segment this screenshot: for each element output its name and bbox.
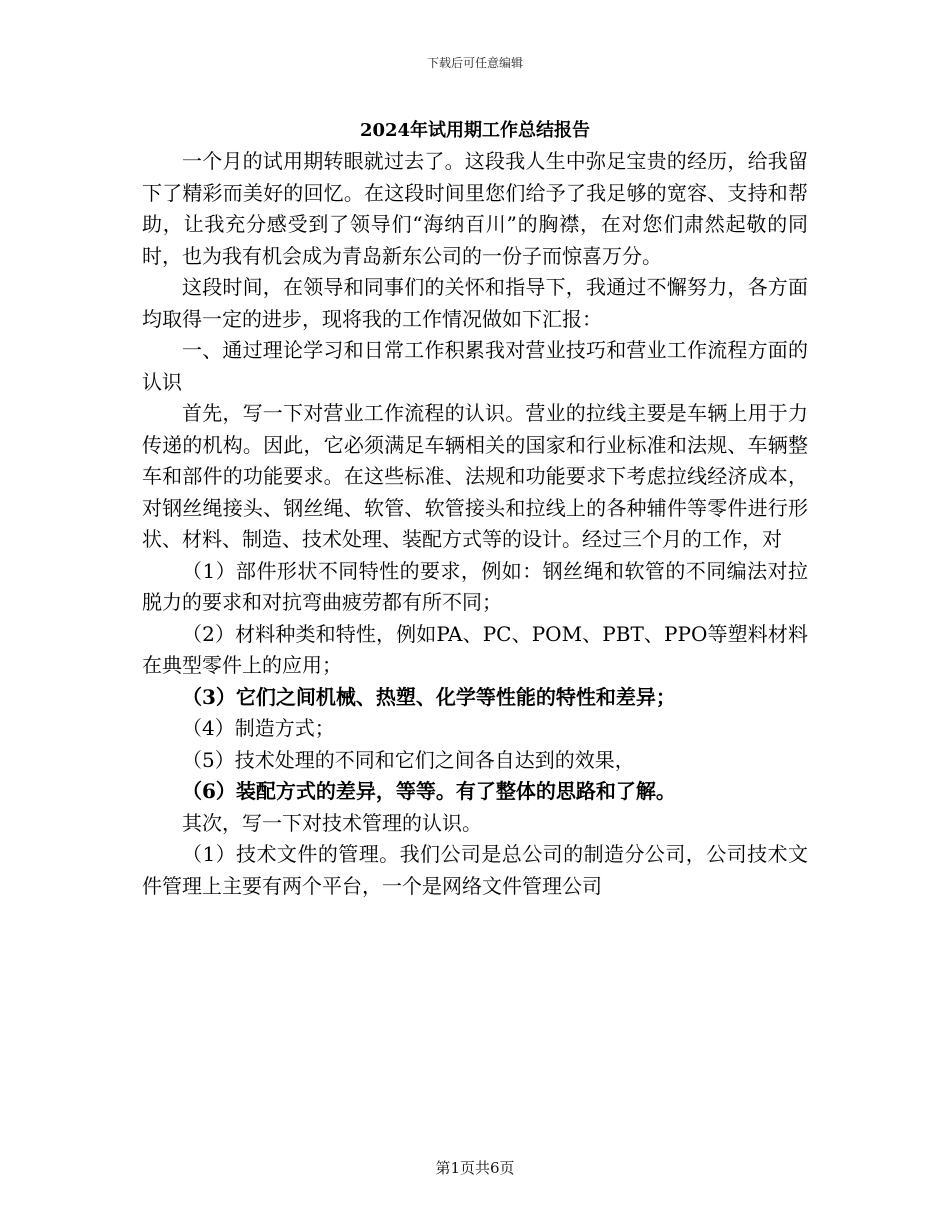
paragraph-summary: 这段时间，在领导和同事们的关怀和指导下，我通过不懈努力，各方面均取得一定的进步，现将我的工作情况做如下汇报： bbox=[142, 275, 808, 331]
document-body bbox=[142, 146, 808, 902]
list-item-2: （2）材料种类和特性，例如PA、PC、POM、PBT、PPO等塑料材料在典型零件上的应用； bbox=[142, 621, 808, 677]
page-number: 第1页共6页 bbox=[435, 1159, 515, 1177]
list-item-6: （6）装配方式的差异，等等。有了整体的思路和了解。 bbox=[182, 779, 676, 803]
paragraph-tech-files: （1）技术文件的管理。我们公司是总公司的制造分公司，公司技术文件管理上主要有两个平台，一个是网络文件管理公司 bbox=[142, 842, 808, 898]
page-header-note: 下载后可任意编辑 bbox=[426, 56, 523, 70]
paragraph-workflow: 首先，写一下对营业工作流程的认识。营业的拉线主要是车辆上用于力传递的机构。因此，它必须满足车辆相关的国家和行业标准和法规、车辆整车和部件的功能要求。在这些标准、法规和功能要求下考虑拉线经济成本，对钢丝绳接头、钢丝绳、软管、软管接头和拉线上的各种辅件等零件进行形状、材料、制造、技术处理、装配方式等的设计。经过三个月的工作，对 bbox=[142, 401, 808, 551]
list-item-5: （5）技术处理的不同和它们之间各自达到的效果， bbox=[182, 747, 635, 772]
list-item-4: （4）制造方式； bbox=[182, 716, 335, 740]
list-item-3: （3）它们之间机械、热塑、化学等性能的特性和差异； bbox=[182, 684, 676, 709]
section-heading-1: 一、通过理论学习和日常工作积累我对营业技巧和营业工作流程方面的认识 bbox=[142, 338, 808, 394]
list-item-1: （1）部件形状不同特性的要求，例如：钢丝绳和软管的不同编法对拉脱力的要求和对抗弯曲疲劳都有所不同； bbox=[142, 558, 808, 614]
document-title: 2024年试用期工作总结报告 bbox=[359, 120, 591, 141]
paragraph-tech-management: 其次，写一下对技术管理的认识。 bbox=[182, 810, 482, 835]
paragraph-intro: 一个月的试用期转眼就过去了。这段我人生中弥足宝贵的经历，给我留下了精彩而美好的回忆。在这段时间里您们给予了我足够的宽容、支持和帮助，让我充分感受到了领导们“海纳百川”的胸襟，在对您们肃然起敬的同时，也为我有机会成为青岛新东公司的一份子而惊喜万分。 bbox=[142, 149, 808, 268]
